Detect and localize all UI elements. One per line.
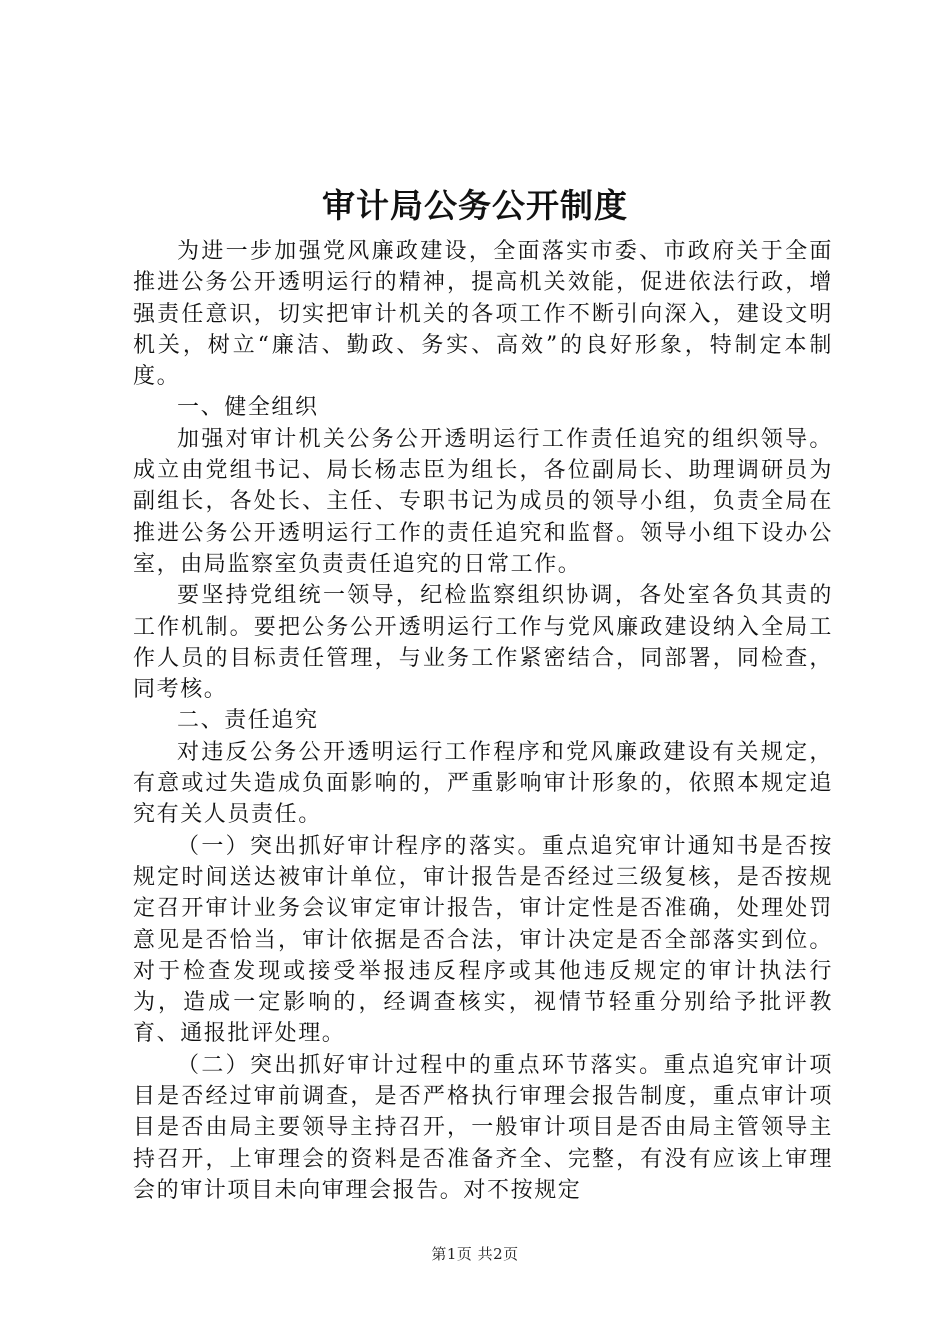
- document-body: [133, 236, 833, 1206]
- section-heading-1: 一、健全组织: [177, 395, 319, 421]
- paragraph-item-1: （一）突出抓好审计程序的落实。重点追究审计通知书是否按规定时间送达被审计单位，审计报告是否经过三级复核，是否按规定召开审计业务会议审定审计报告，审计定性是否准确，处理处罚意见是否恰当，审计依据是否合法，审计决定是否全部落实到位。对于检查发现或接受举报违反程序或其他违反规定的审计执法行为，造成一定影响的，经调查核实，视情节轻重分别给予批评教育、通报批评处理。: [133, 833, 833, 1047]
- section-heading-2: 二、责任追究: [177, 708, 319, 734]
- paragraph-intro: 为进一步加强党风廉政建设，全面落实市委、市政府关于全面推进公务公开透明运行的精神，提高机关效能，促进依法行政，增强责任意识，切实把审计机关的各项工作不断引向深入，建设文明机关，树立“廉洁、勤政、务实、高效”的良好形象，特制定本制度。: [133, 239, 833, 390]
- paragraph-item-2: （二）突出抓好审计过程中的重点环节落实。重点追究审计项目是否经过审前调查，是否严格执行审理会报告制度，重点审计项目是否由局主要领导主持召开，一般审计项目是否由局主管领导主持召开，上审理会的资料是否准备齐全、完整，有没有应该上审理会的审计项目未向审理会报告。对不按规定: [133, 1052, 833, 1203]
- paragraph-mechanism: 要坚持党组统一领导，纪检监察组织协调，各处室各负其责的工作机制。要把公务公开透明运行工作与党风廉政建设纳入全局工作人员的目标责任管理，与业务工作紧密结合，同部署，同检查，同考核。: [133, 583, 833, 703]
- paragraph-accountability: 对违反公务公开透明运行工作程序和党风廉政建设有关规定，有意或过失造成负面影响的，严重影响审计形象的，依照本规定追究有关人员责任。: [133, 739, 833, 828]
- paragraph-organization: 加强对审计机关公务公开透明运行工作责任追究的组织领导。成立由党组书记、局长杨志臣为组长，各位副局长、助理调研员为副组长，各处长、主任、专职书记为成员的领导小组，负责全局在推进公务公开透明运行工作的责任追究和监督。领导小组下设办公室，由局监察室负责责任追究的日常工作。: [133, 426, 833, 577]
- document-title: 审计局公务公开制度: [322, 186, 628, 225]
- page-footer: 第1页 共2页: [431, 1245, 519, 1263]
